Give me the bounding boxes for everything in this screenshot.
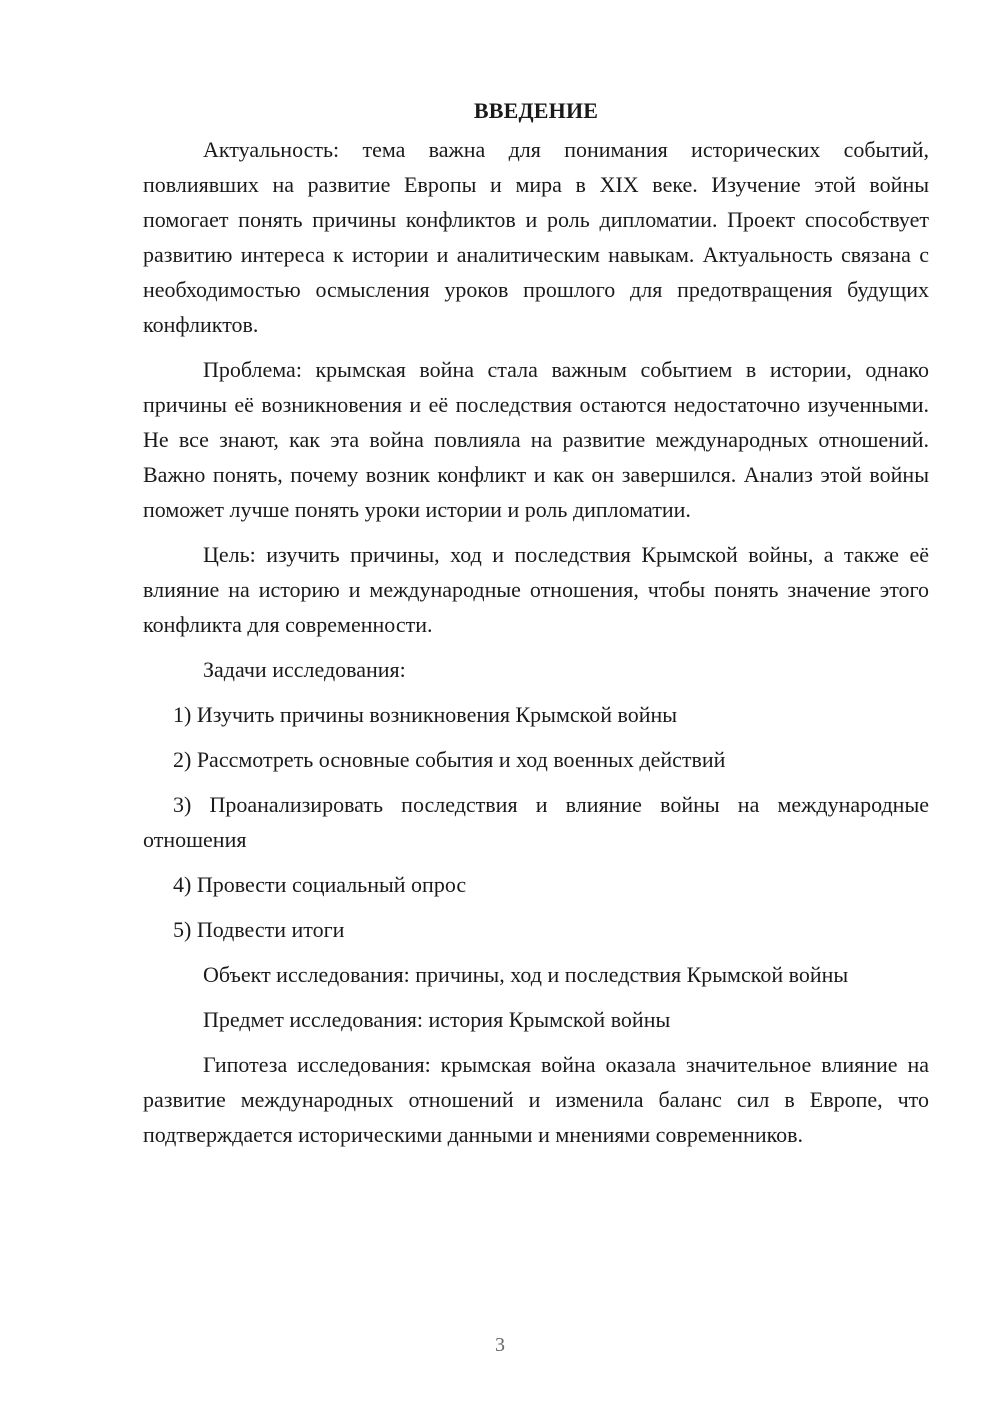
paragraph-relevance: Актуальность: тема важна для понимания исторических событий, повлиявших на развитие Европы и мира в XIX веке. Изучение этой войны помогает понять причины конфликтов и роль дипломатии. Проект способствует развитию интереса к истории и аналитическим навыкам. Актуальность связана с необходимостью осмысления уроков прошлого для предотвращения будущих конфликтов. [143, 137, 929, 337]
task-item-5: 5) Подвести итоги [173, 917, 345, 942]
paragraph-subject: Предмет исследования: история Крымской войны [203, 1007, 671, 1032]
paragraph-hypothesis: Гипотеза исследования: крымская война оказала значительное влияние на развитие международных отношений и изменила баланс сил в Европе, что подтверждается историческими данными и мнениями современников. [143, 1052, 929, 1147]
task-item-2: 2) Рассмотреть основные события и ход военных действий [173, 747, 726, 772]
document-page [143, 94, 929, 1162]
paragraph-tasks-heading: Задачи исследования: [203, 657, 406, 682]
task-item-3: 3) Проанализировать последствия и влияние войны на международные отношения [143, 792, 929, 852]
paragraph-object: Объект исследования: причины, ход и последствия Крымской войны [203, 962, 849, 987]
section-heading: ВВЕДЕНИЕ [473, 98, 599, 123]
paragraph-goal: Цель: изучить причины, ход и последствия Крымской войны, а также её влияние на историю и международные отношения, чтобы понять значение этого конфликта для современности. [143, 542, 929, 637]
task-item-1: 1) Изучить причины возникновения Крымской войны [173, 702, 678, 727]
paragraph-problem: Проблема: крымская война стала важным событием в истории, однако причины её возникновения и её последствия остаются недостаточно изученными. Не все знают, как эта война повлияла на развитие международных отношений. Важно понять, почему возник конфликт и как он завершился. Анализ этой войны поможет лучше понять уроки истории и роль дипломатии. [143, 357, 929, 522]
task-item-4: 4) Провести социальный опрос [173, 872, 467, 897]
page-number: 3 [495, 1334, 505, 1356]
